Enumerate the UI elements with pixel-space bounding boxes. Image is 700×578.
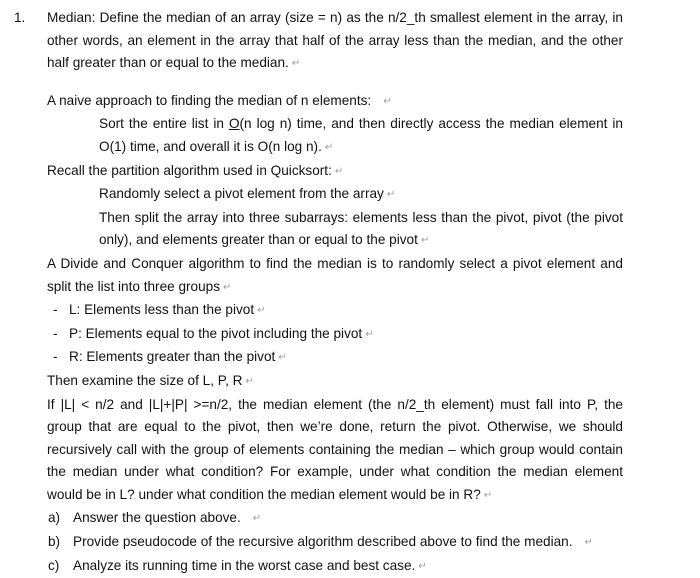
return-mark-icon: ↵ xyxy=(252,513,262,525)
intro-text: Median: Define the median of an array (size = n) as the n/2_th smallest element in the array, in other words, an element in the array that half of the array less than the median, and the other half greater than or equal to the median. xyxy=(47,10,623,71)
return-mark-icon: ↵ xyxy=(291,58,301,70)
return-mark-icon: ↵ xyxy=(334,165,344,177)
intro-paragraph xyxy=(47,7,623,76)
naive-heading: A naive approach to finding the median of n elements: ↵ xyxy=(47,92,392,108)
divide-and-conquer-paragraph: A Divide and Conquer algorithm to find the median is to randomly select a pivot element and split the list into three groups ↵ xyxy=(47,255,623,294)
underlined-o: O xyxy=(228,116,240,132)
return-mark-icon: ↵ xyxy=(418,560,427,572)
return-mark-icon: ↵ xyxy=(257,305,266,317)
recall-line: Recall the partition algorithm used in Quicksort: ↵ xyxy=(47,162,344,178)
return-mark-icon: ↵ xyxy=(420,235,430,247)
question-a: a) Answer the question above. ↵ xyxy=(48,510,262,526)
paragraph-gap xyxy=(47,76,623,90)
group-item-p: - P: Elements equal to the pivot including the pivot ↵ xyxy=(53,325,374,341)
return-mark-icon: ↵ xyxy=(386,189,396,201)
return-mark-icon: ↵ xyxy=(324,141,334,153)
item-number: 1. xyxy=(14,10,26,25)
naive-body: Sort the entire list in O(n log n) time, and then directly access the median element in O(1) time, and overall it is O(n log n). ↵ xyxy=(99,116,623,154)
split-description: Then split the array into three subarrays: elements less than the pivot, pivot (the pivot only), and elements greater than or equal to the pivot ↵ xyxy=(99,209,623,248)
return-mark-icon: ↵ xyxy=(245,375,254,387)
return-mark-icon: ↵ xyxy=(584,537,593,549)
condition-paragraph: If |L| < n/2 and |L|+|P| >=n/2, the median element (the n/2_th element) must fall into P, the group that are equal to the pivot, then we’re done, return the pivot. Otherwise, we should recursively call with the group of elements containing the median – which group would contain the median under what condition? For example, under what condition the median element would be in L? under what condition the median element would be in R? ↵ xyxy=(47,396,623,502)
return-mark-icon: ↵ xyxy=(278,352,287,364)
return-mark-icon: ↵ xyxy=(483,489,493,501)
question-b: b) Provide pseudocode of the recursive algorithm described above to find the median. ↵ xyxy=(48,534,593,550)
group-item-l: - L: Elements less than the pivot ↵ xyxy=(53,302,266,318)
return-mark-icon: ↵ xyxy=(383,95,392,107)
question-c: c) Analyze its running time in the worst case and best case. ↵ xyxy=(48,557,427,573)
problem-content xyxy=(47,7,623,578)
return-mark-icon: ↵ xyxy=(365,328,374,340)
group-item-r: - R: Elements greater than the pivot ↵ xyxy=(53,349,287,365)
return-mark-icon: ↵ xyxy=(223,281,232,293)
pivot-select-line: Randomly select a pivot element from the array ↵ xyxy=(99,186,396,202)
examine-line: Then examine the size of L, P, R ↵ xyxy=(47,372,254,388)
